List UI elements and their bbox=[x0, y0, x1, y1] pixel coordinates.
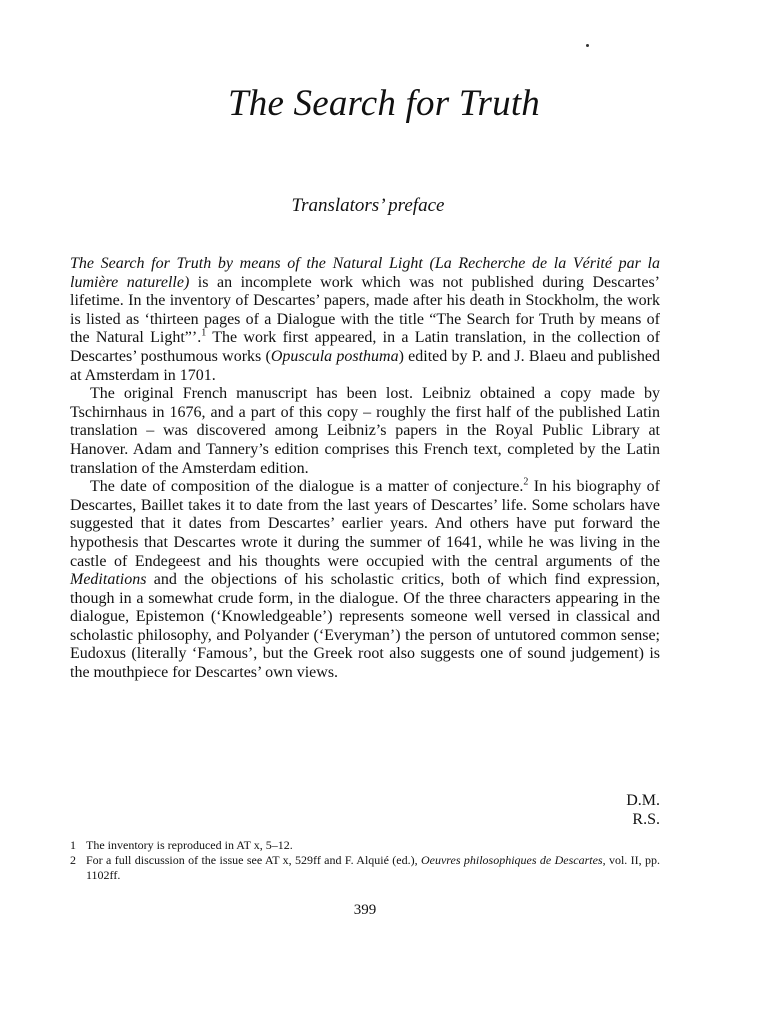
footnote-ref-2: 2 bbox=[523, 476, 529, 488]
paragraph-2: The original French manuscript has been lost. Leibniz obtained a copy made by Tschirnhaus in 1676, and a part of this copy – roughly the first half of the published Latin translation – was discovered among Leibniz’s papers in the Royal Public Library at Hanover. Adam and Tannery’s edition comprises this French text, completed by the Latin translation of the Amsterdam edition. bbox=[70, 385, 660, 477]
body-text bbox=[70, 255, 660, 683]
paragraph-1-text-a: is an incomplete work which was not published during Descartes’ lifetime. In the inventory of Descartes’ papers, made after his death in Stockholm, the work is listed as ‘thirteen pages of a Dialogue with the title “The Search for Truth by means of the Natural Light”’. bbox=[70, 273, 661, 347]
paragraph-3-text-c: and the objections of his scholastic critics, both of which find expression, though in a somewhat crude form, in the dialogue. Of the three characters appearing in the dialogue, Epistemon (‘Knowledgeable’) represents someone well versed in classical and scholastic philosophy, and Polyander (‘Everyman’) the person of untutored common sense; Eudoxus (literally ‘Famous’, but the Greek root also suggests one of sound judgement) is the mouthpiece for Descartes’ own views. bbox=[70, 571, 660, 682]
paragraph-3-text-a: The date of composition of the dialogue is a matter of conjecture. bbox=[90, 478, 524, 496]
initials-rs: R.S. bbox=[632, 810, 660, 828]
meditations-italic: Meditations bbox=[70, 571, 147, 589]
footnotes bbox=[70, 838, 660, 883]
footnote-2-text-b: , vol. II, pp. 1102ff. bbox=[86, 853, 661, 882]
translator-initials bbox=[626, 792, 660, 829]
work-title-italic: The Search for Truth by means of the Natural Light (La Recherche de la Vérité par la lumière naturelle) bbox=[70, 255, 660, 291]
paragraph-1-text-c: ) edited by P. and J. Blaeu and published at Amsterdam in 1701. bbox=[70, 347, 660, 384]
footnote-1 bbox=[70, 838, 660, 853]
footnote-number: 1 bbox=[70, 838, 76, 852]
paragraph-1 bbox=[70, 255, 660, 385]
paragraph-1-text-b: The work first appeared, in a Latin translation, in the collection of Descartes’ posthumous works ( bbox=[70, 329, 661, 365]
paragraph-3 bbox=[70, 478, 660, 683]
footnote-number: 2 bbox=[70, 853, 76, 867]
initials-dm: D.M. bbox=[626, 792, 660, 809]
paragraph-3-text-b: In his biography of Descartes, Baillet takes it to date from the last years of Descartes’ life. Some scholars have suggested that it dates from Descartes’ earlier years. And others have put forward the hypothesis that Descartes wrote it during the summer of 1641, while he was living in the castle of Endegeest and his thoughts were occupied with the central arguments of the bbox=[70, 478, 660, 570]
footnote-ref-1: 1 bbox=[201, 328, 207, 340]
page-number: 399 bbox=[353, 902, 377, 918]
opuscula-italic: Opuscula posthuma bbox=[270, 347, 399, 365]
oeuvres-italic: Oeuvres philosophiques de Descartes bbox=[420, 853, 603, 867]
footnote-2 bbox=[70, 853, 660, 883]
section-subtitle: Translators’ preface bbox=[291, 195, 445, 216]
print-speck bbox=[586, 44, 589, 47]
footnote-text: The inventory is reproduced in AT x, 5–12. bbox=[86, 838, 293, 852]
footnote-2-text-a: For a full discussion of the issue see AT x, 529ff and F. Alquié (ed.), bbox=[86, 853, 421, 867]
footnote-text bbox=[86, 853, 660, 883]
page-title: The Search for Truth bbox=[227, 83, 540, 124]
